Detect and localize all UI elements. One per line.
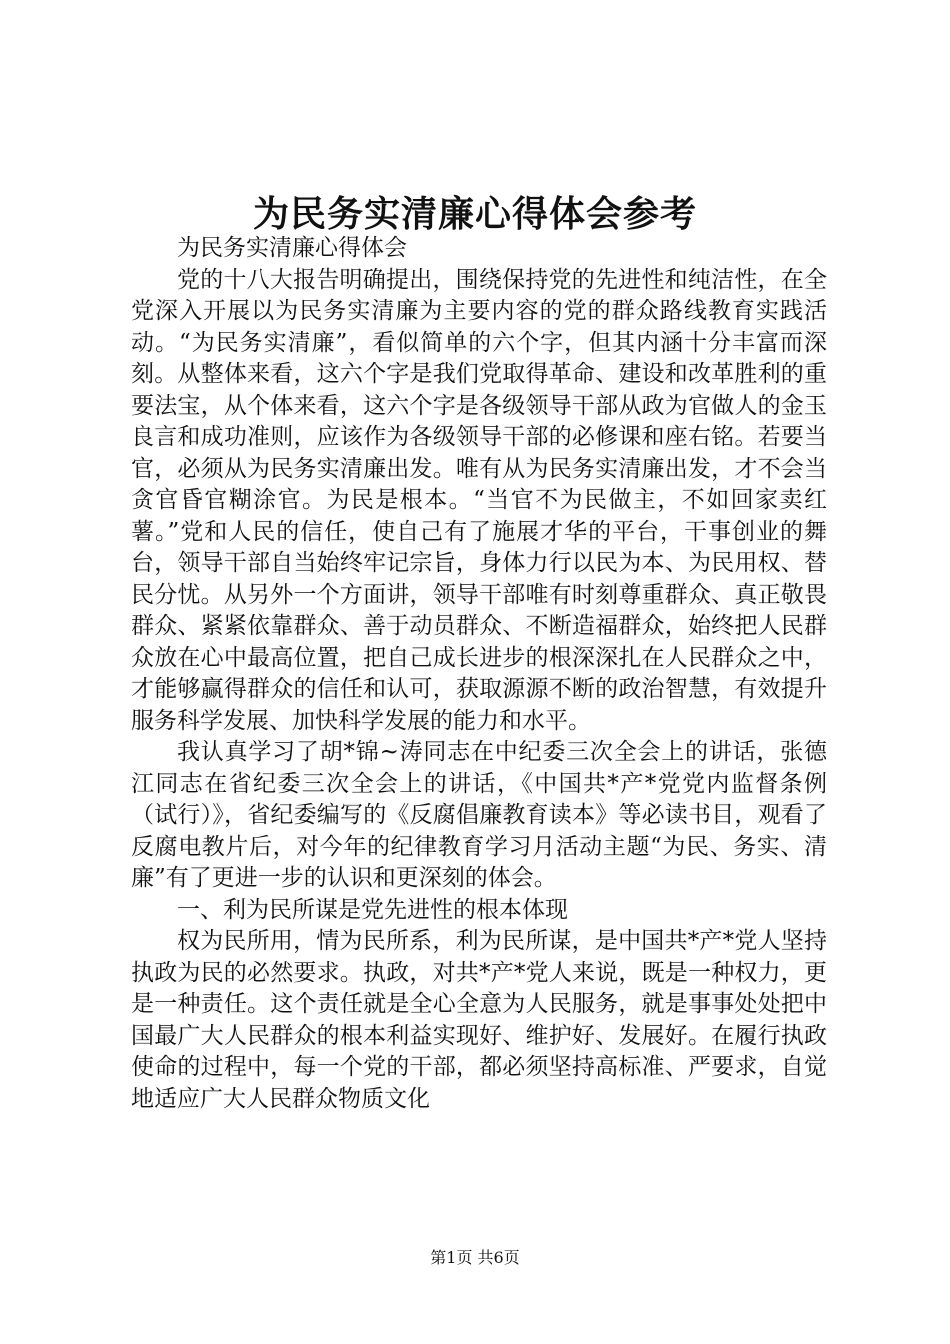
body-paragraph: 权为民所用，情为民所系，利为民所谋，是中国共*产*党人坚持执政为民的必然要求。执政，对共*产*党人来说，既是一种权力，更是一种责任。这个责任就是全心全意为人民服务，就是事事处处把中国最广大人民群众的根本利益实现好、维护好、发展好。在履行执政使命的过程中，每一个党的干部，都必须坚持高标准、严要求，自觉地适应广大人民群众物质文化: [131, 928, 827, 1112]
document-body: [131, 233, 827, 1115]
body-paragraph: 党的十八大报告明确提出，围绕保持党的先进性和纯洁性，在全党深入开展以为民务实清廉为主要内容的党的群众路线教育实践活动。“为民务实清廉”，看似简单的六个字，但其内涵十分丰富而深刻。从整体来看，这六个字是我们党取得革命、建设和改革胜利的重要法宝，从个体来看，这六个字是各级领导干部从政为官做人的金玉良言和成功准则，应该作为各级领导干部的必修课和座右铭。若要当官，必须从为民务实清廉出发。唯有从为民务实清廉出发，才不会当贪官昏官糊涂官。为民是根本。“当官不为民做主，不如回家卖红薯。”党和人民的信任，使自己有了施展才华的平台，干事创业的舞台，领导干部自当始终牢记宗旨，身体力行以民为本、为民用权、替民分忧。从另外一个方面讲，领导干部唯有时刻尊重群众、真正敬畏群众、紧紧依靠群众、善于动员群众、不断造福群众，始终把人民群众放在心中最高位置，把自己成长进步的根深深扎在人民群众之中，才能够赢得群众的信任和认可，获取源源不断的政治智慧，有效提升服务科学发展、加快科学发展的能力和水平。: [131, 266, 827, 734]
page-footer: 第1页 共6页: [430, 1248, 520, 1267]
document-title: 为民务实清廉心得体会参考: [252, 193, 697, 235]
subtitle-paragraph: 为民务实清廉心得体会: [177, 235, 407, 261]
body-paragraph: 我认真学习了胡*锦~涛同志在中纪委三次全会上的讲话，张德江同志在省纪委三次全会上的讲话，《中国共*产*党党内监督条例（试行）》，省纪委编写的《反腐倡廉教育读本》等必读书目，观看了反腐电教片后，对今年的纪律教育学习月活动主题“为民、务实、清廉”有了更进一步的认识和更深刻的体会。: [131, 739, 827, 891]
section-heading: 一、利为民所谋是党先进性的根本体现: [177, 896, 568, 923]
